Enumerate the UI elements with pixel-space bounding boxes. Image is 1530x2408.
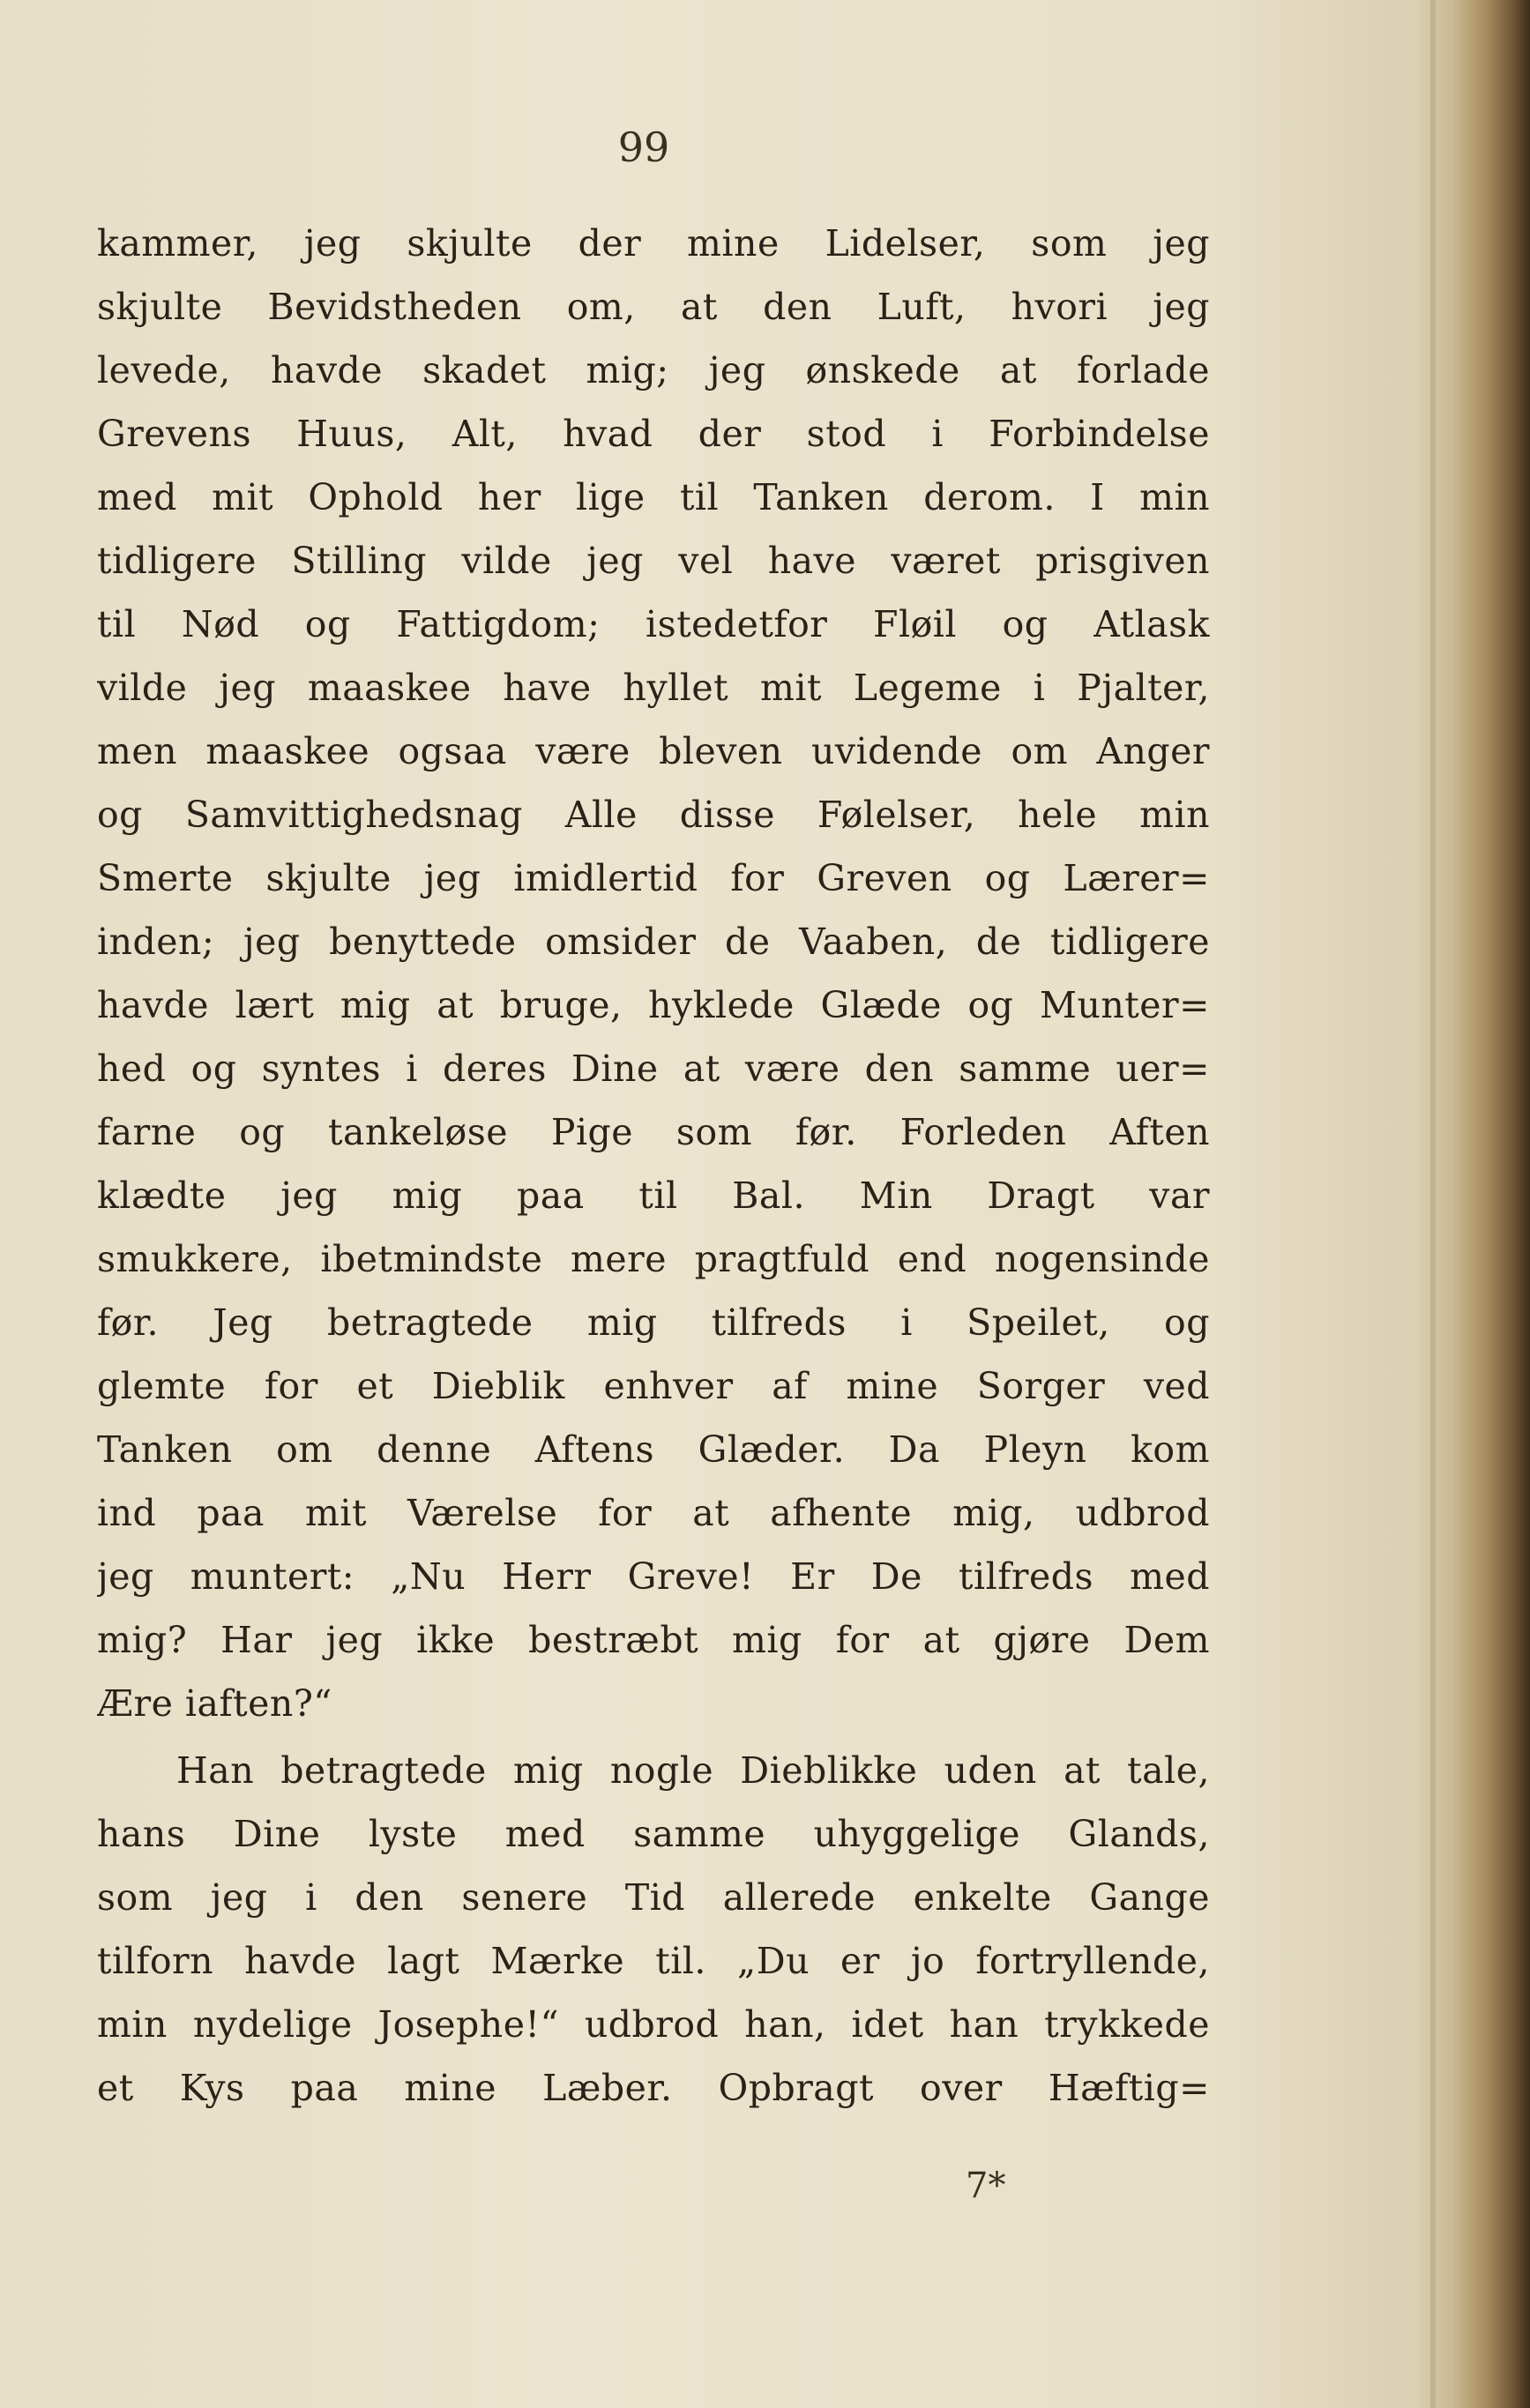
text-line: hed og syntes i deres Dine at være den samme uer= xyxy=(97,1047,1210,1090)
text-line: til Nød og Fattigdom; istedetfor Fløil og Atlask xyxy=(97,603,1210,645)
text-line: tilforn havde lagt Mærke til. „Du er jo fortryllende, xyxy=(97,1940,1210,1982)
text-line: med mit Ophold her lige til Tanken derom. I min xyxy=(97,476,1210,518)
text-line: som jeg i den senere Tid allerede enkelte Gange xyxy=(97,1876,1210,1919)
text-line: og Samvittighedsnag Alle disse Følelser, hele min xyxy=(97,794,1210,836)
page-number: 99 xyxy=(617,123,670,171)
text-line: klædte jeg mig paa til Bal. Min Dragt var xyxy=(97,1174,1210,1217)
paragraph xyxy=(97,212,1210,1735)
body-text xyxy=(97,212,1210,2120)
text-line: hans Dine lyste med samme uhyggelige Glands, xyxy=(97,1813,1210,1855)
text-line: min nydelige Josephe!“ udbrod han, idet han trykkede xyxy=(97,2003,1210,2046)
text-line: Tanken om denne Aftens Glæder. Da Pleyn kom xyxy=(97,1428,1210,1471)
text-line: mig? Har jeg ikke bestræbt mig for at gjøre Dem xyxy=(97,1619,1210,1661)
text-line: glemte for et Dieblik enhver af mine Sorger ved xyxy=(97,1365,1210,1407)
paragraph xyxy=(97,1739,1210,2120)
text-line: Ære iaften?“ xyxy=(97,1682,332,1725)
text-line: skjulte Bevidstheden om, at den Luft, hvori jeg xyxy=(97,286,1210,328)
text-line: smukkere, ibetmindste mere pragtfuld end nogensinde xyxy=(97,1238,1210,1280)
text-line: havde lært mig at bruge, hyklede Glæde og Munter= xyxy=(97,984,1210,1026)
text-line: Grevens Huus, Alt, hvad der stod i Forbindelse xyxy=(97,413,1210,455)
text-line: vilde jeg maaskee have hyllet mit Legeme i Pjalter, xyxy=(97,667,1210,709)
text-line: tidligere Stilling vilde jeg vel have været prisgiven xyxy=(97,540,1210,582)
text-line: farne og tankeløse Pige som før. Forleden Aften xyxy=(97,1111,1210,1153)
text-line: inden; jeg benyttede omsider de Vaaben, de tidligere xyxy=(97,921,1210,963)
text-line: jeg muntert: „Nu Herr Greve! Er De tilfreds med xyxy=(97,1555,1210,1598)
text-line: før. Jeg betragtede mig tilfreds i Speilet, og xyxy=(97,1301,1210,1344)
book-gutter xyxy=(1420,0,1530,2408)
page-edge xyxy=(1430,0,1436,2408)
text-line: ind paa mit Værelse for at afhente mig, udbrod xyxy=(97,1492,1210,1534)
text-line: levede, havde skadet mig; jeg ønskede at forlade xyxy=(97,349,1210,391)
text-line: Han betragtede mig nogle Dieblikke uden at tale, xyxy=(176,1749,1210,1792)
text-line: men maaskee ogsaa være bleven uvidende om Anger xyxy=(97,730,1210,772)
printer-signature-mark: 7* xyxy=(966,2166,1006,2206)
text-line: kammer, jeg skjulte der mine Lidelser, som jeg xyxy=(97,222,1210,265)
text-line: et Kys paa mine Læber. Opbragt over Hæftig= xyxy=(97,2067,1210,2109)
text-line: Smerte skjulte jeg imidlertid for Greven og Lærer= xyxy=(97,857,1210,899)
